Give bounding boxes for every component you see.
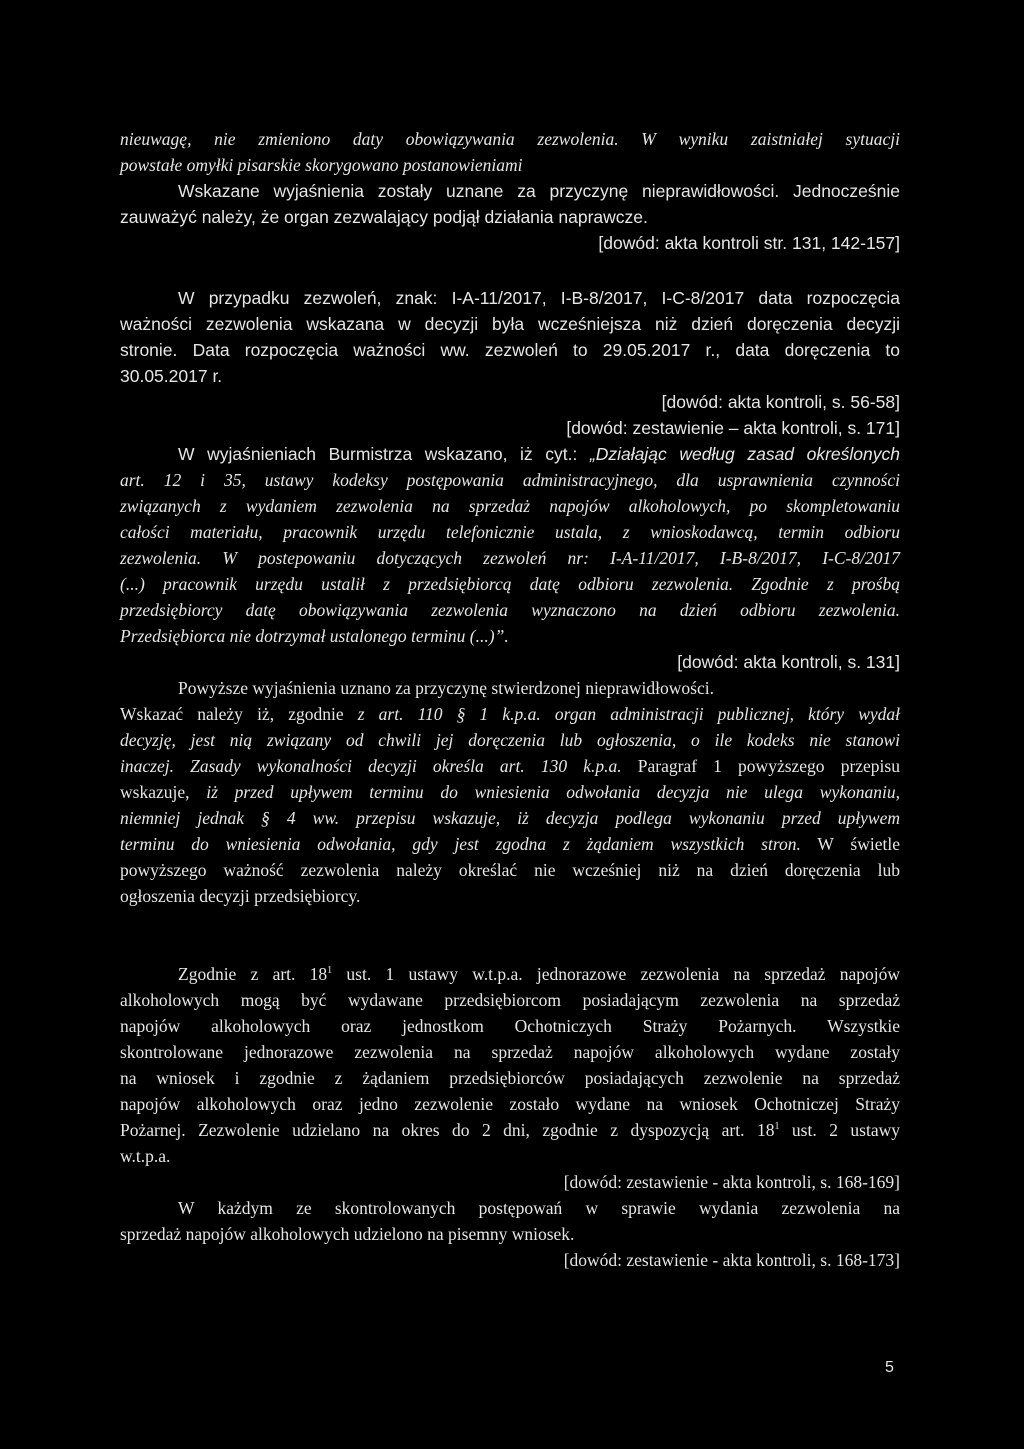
paragraph-line: na wniosek i zgodnie z żądaniem przedsiębiorców posiadających zezwolenie na sprzedaż	[120, 1068, 900, 1088]
paragraph-line: wskazuje, iż przed upływem terminu do wniesienia odwołania decyzja nie ulega wykonaniu,	[120, 782, 900, 802]
paragraph-line: niemniej jednak § 4 ww. przepisu wskazuje, iż decyzja podlega wykonaniu przed upływem	[120, 808, 900, 828]
paragraph-line: nieuwagę, nie zmieniono daty obowiązywania zezwolenia. W wyniku zaistniałej sytuacji	[120, 129, 900, 149]
paragraph-line: terminu do wniesienia odwołania, gdy jest zgodna z żądaniem wszystkich stron. W świetle	[120, 834, 900, 854]
paragraph-line: decyzję, jest nią związany od chwili jej doręczenia lub ogłoszenia, o ile kodeks nie stanowi	[120, 730, 900, 750]
paragraph-line: W wyjaśnieniach Burmistrza wskazano, iż cyt.: „Działając według zasad określonych	[178, 444, 900, 464]
paragraph-line: napojów alkoholowych oraz jednostkom Ochotniczych Straży Pożarnych. Wszystkie	[120, 1016, 900, 1036]
paragraph-line: Pożarnej. Zezwolenie udzielano na okres do 2 dni, zgodnie z dyspozycją art. $18^1$ ust. 2 ustawy	[120, 1120, 900, 1140]
paragraph-line: w.t.p.a.	[120, 1146, 171, 1166]
paragraph-line: skontrolowane jednorazowe zezwolenia na sprzedaż napojów alkoholowych wydane zostały	[120, 1042, 900, 1062]
evidence-reference: [dowód: zestawienie - akta kontroli, s. 168-169]	[563, 1172, 900, 1192]
evidence-reference: [dowód: akta kontroli, s. 131]	[677, 652, 900, 672]
evidence-reference: [dowód: zestawienie - akta kontroli, s. 168-173]	[563, 1250, 900, 1270]
evidence-reference: [dowód: zestawienie – akta kontroli, s. 171]	[566, 418, 900, 438]
paragraph-line: Wskazać należy iż, zgodnie z art. 110 § 1 k.p.a. organ administracji publicznej, który wydał	[120, 704, 900, 724]
paragraph-line: ważności zezwolenia wskazana w decyzji była wcześniejsza niż dzień doręczenia decyzji	[120, 314, 900, 334]
quote-line: art. 12 i 35, ustawy kodeksy postępowania administracyjnego, dla usprawnienia czynności	[120, 470, 900, 490]
quote-line: przedsiębiorcy datę obowiązywania zezwolenia wyznaczono na dzień odbioru zezwolenia.	[120, 600, 900, 620]
paragraph-line: napojów alkoholowych oraz jedno zezwolenie zostało wydane na wniosek Ochotniczej Straży	[120, 1094, 900, 1114]
quote-line: zezwolenia. W postepowaniu dotyczących zezwoleń nr: I-A-11/2017, I-B-8/2017, I-C-8/2017	[120, 548, 900, 568]
paragraph-line: ogłoszenia decyzji przedsiębiorcy.	[120, 886, 361, 906]
paragraph-line: stronie. Data rozpoczęcia ważności ww. zezwoleń to 29.05.2017 r., data doręczenia to	[120, 340, 900, 360]
paragraph-line: zauważyć należy, że organ zezwalający podjął działania naprawcze.	[120, 207, 648, 227]
document-page	[120, 126, 900, 1273]
paragraph-line: alkoholowych mogą być wydawane przedsiębiorcom posiadającym zezwolenia na sprzedaż	[120, 990, 900, 1010]
quote-line: (...) pracownik urzędu ustalił z przedsiębiorcą datę odbioru zezwolenia. Zgodnie z prośbą	[120, 574, 900, 594]
paragraph-line: powyższego ważność zezwolenia należy określać nie wcześniej niż na dzień doręczenia lub	[120, 860, 900, 880]
paragraph-line: inaczej. Zasady wykonalności decyzji określa art. 130 k.p.a. Paragraf 1 powyższego przepisu	[120, 756, 900, 776]
paragraph-line: powstałe omyłki pisarskie skorygowano postanowieniami	[120, 155, 523, 175]
quote-line: związanych z wydaniem zezwolenia na sprzedaż napojów alkoholowych, po skompletowaniu	[120, 496, 900, 516]
paragraph-line: W każdym ze skontrolowanych postępowań w sprawie wydania zezwolenia na	[178, 1198, 900, 1218]
evidence-reference: [dowód: akta kontroli, s. 56-58]	[661, 392, 900, 412]
page-number: 5	[885, 1359, 894, 1376]
paragraph-line: 30.05.2017 r.	[120, 366, 223, 386]
paragraph-line: Wskazane wyjaśnienia zostały uznane za przyczynę nieprawidłowości. Jednocześnie	[178, 181, 900, 201]
quote-line: Przedsiębiorca nie dotrzymał ustalonego terminu (...)”.	[120, 626, 509, 646]
paragraph-line: Zgodnie z art. $18^1$ ust. 1 ustawy w.t.p.a. jednorazowe zezwolenia na sprzedaż napojów	[178, 964, 901, 984]
paragraph-line: sprzedaż napojów alkoholowych udzielono na pisemny wniosek.	[120, 1224, 575, 1244]
quote-line: całości materiału, pracownik urzędu telefonicznie ustala, z wnioskodawcą, termin odbioru	[120, 522, 900, 542]
paragraph-line: W przypadku zezwoleń, znak: I-A-11/2017, I-B-8/2017, I-C-8/2017 data rozpoczęcia	[178, 288, 900, 308]
evidence-reference: [dowód: akta kontroli str. 131, 142-157]	[598, 233, 900, 253]
paragraph-line: Powyższe wyjaśnienia uznano za przyczynę stwierdzonej nieprawidłowości.	[178, 678, 714, 698]
